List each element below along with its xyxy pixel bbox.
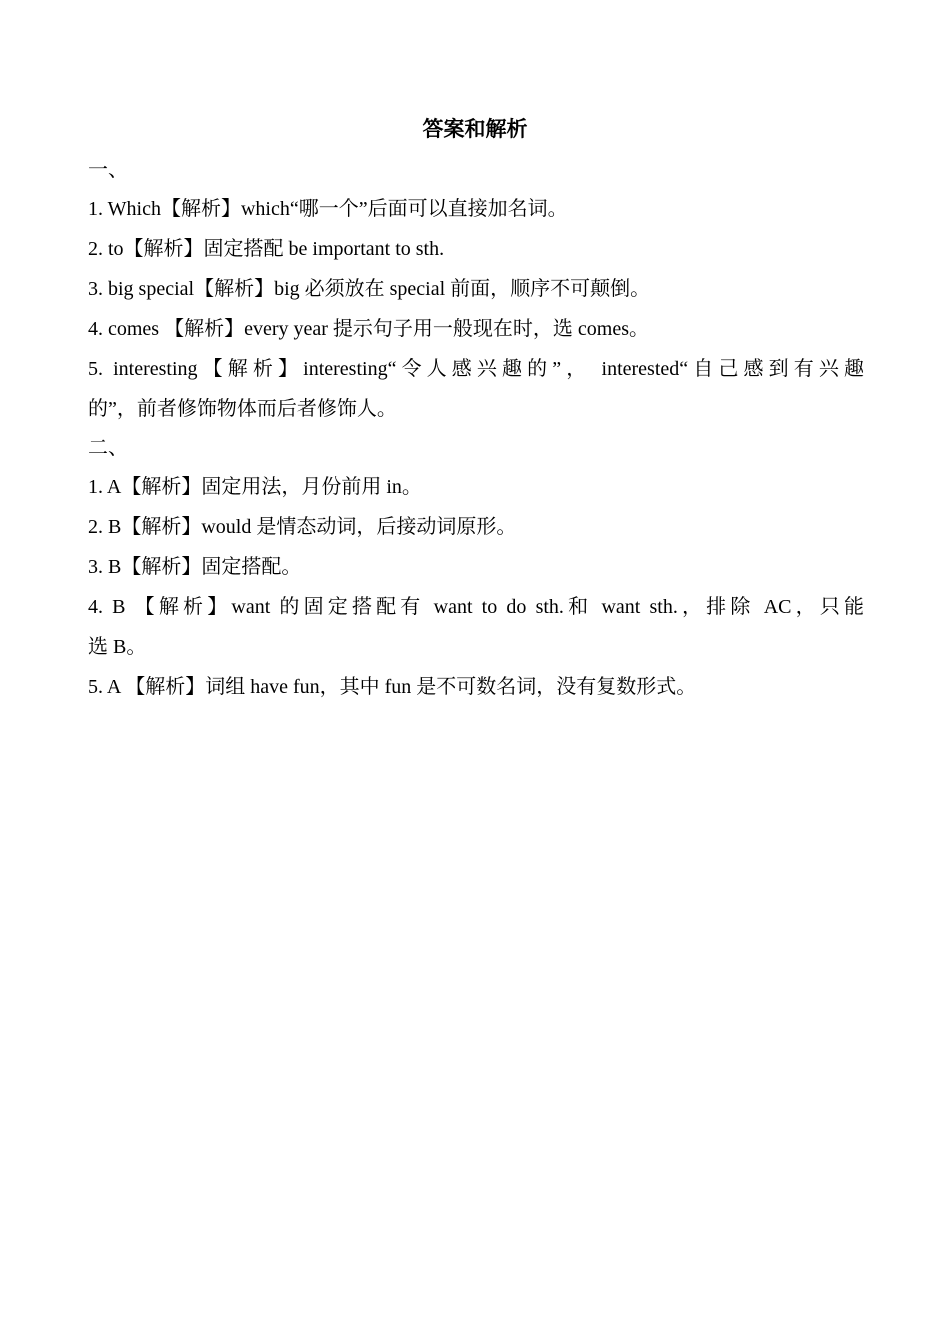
answer-line-1-5-cont: 的”，前者修饰物体而后者修饰人。 <box>88 398 397 420</box>
answer-line-2-1: 1. A【解析】固定用法，月份前用 in。 <box>88 476 422 498</box>
answer-line-1-3: 3. big special【解析】big 必须放在 special 前面，顺序不可颠倒。 <box>88 278 651 300</box>
answer-line-2-4-cont: 选 B。 <box>88 636 147 658</box>
answer-line-1-1: 1. Which【解析】which“哪一个”后面可以直接加名词。 <box>88 198 568 220</box>
answer-line-2-2: 2. B【解析】would 是情态动词，后接动词原形。 <box>88 516 517 538</box>
answer-line-2-4: 4. B 【解析】want 的固定搭配有 want to do sth.和 want sth.，排除 AC，只能 <box>88 596 864 618</box>
page-title: 答案和解析 <box>422 117 528 141</box>
answer-line-2-5: 5. A 【解析】词组 have fun，其中 fun 是不可数名词，没有复数形式。 <box>88 676 697 698</box>
answer-line-1-2: 2. to【解析】固定搭配 be important to sth. <box>88 238 445 260</box>
answer-line-2-3: 3. B【解析】固定搭配。 <box>88 556 302 578</box>
section-heading-1: 一、 <box>88 159 128 181</box>
answer-line-1-5: 5. interesting【解析】interesting“令人感兴趣的”， interested“自己感到有兴趣 <box>88 358 864 380</box>
answer-content <box>88 151 864 707</box>
section-heading-2: 二、 <box>88 437 128 459</box>
answer-line-1-4: 4. comes 【解析】every year 提示句子用一般现在时，选 comes。 <box>88 318 650 340</box>
